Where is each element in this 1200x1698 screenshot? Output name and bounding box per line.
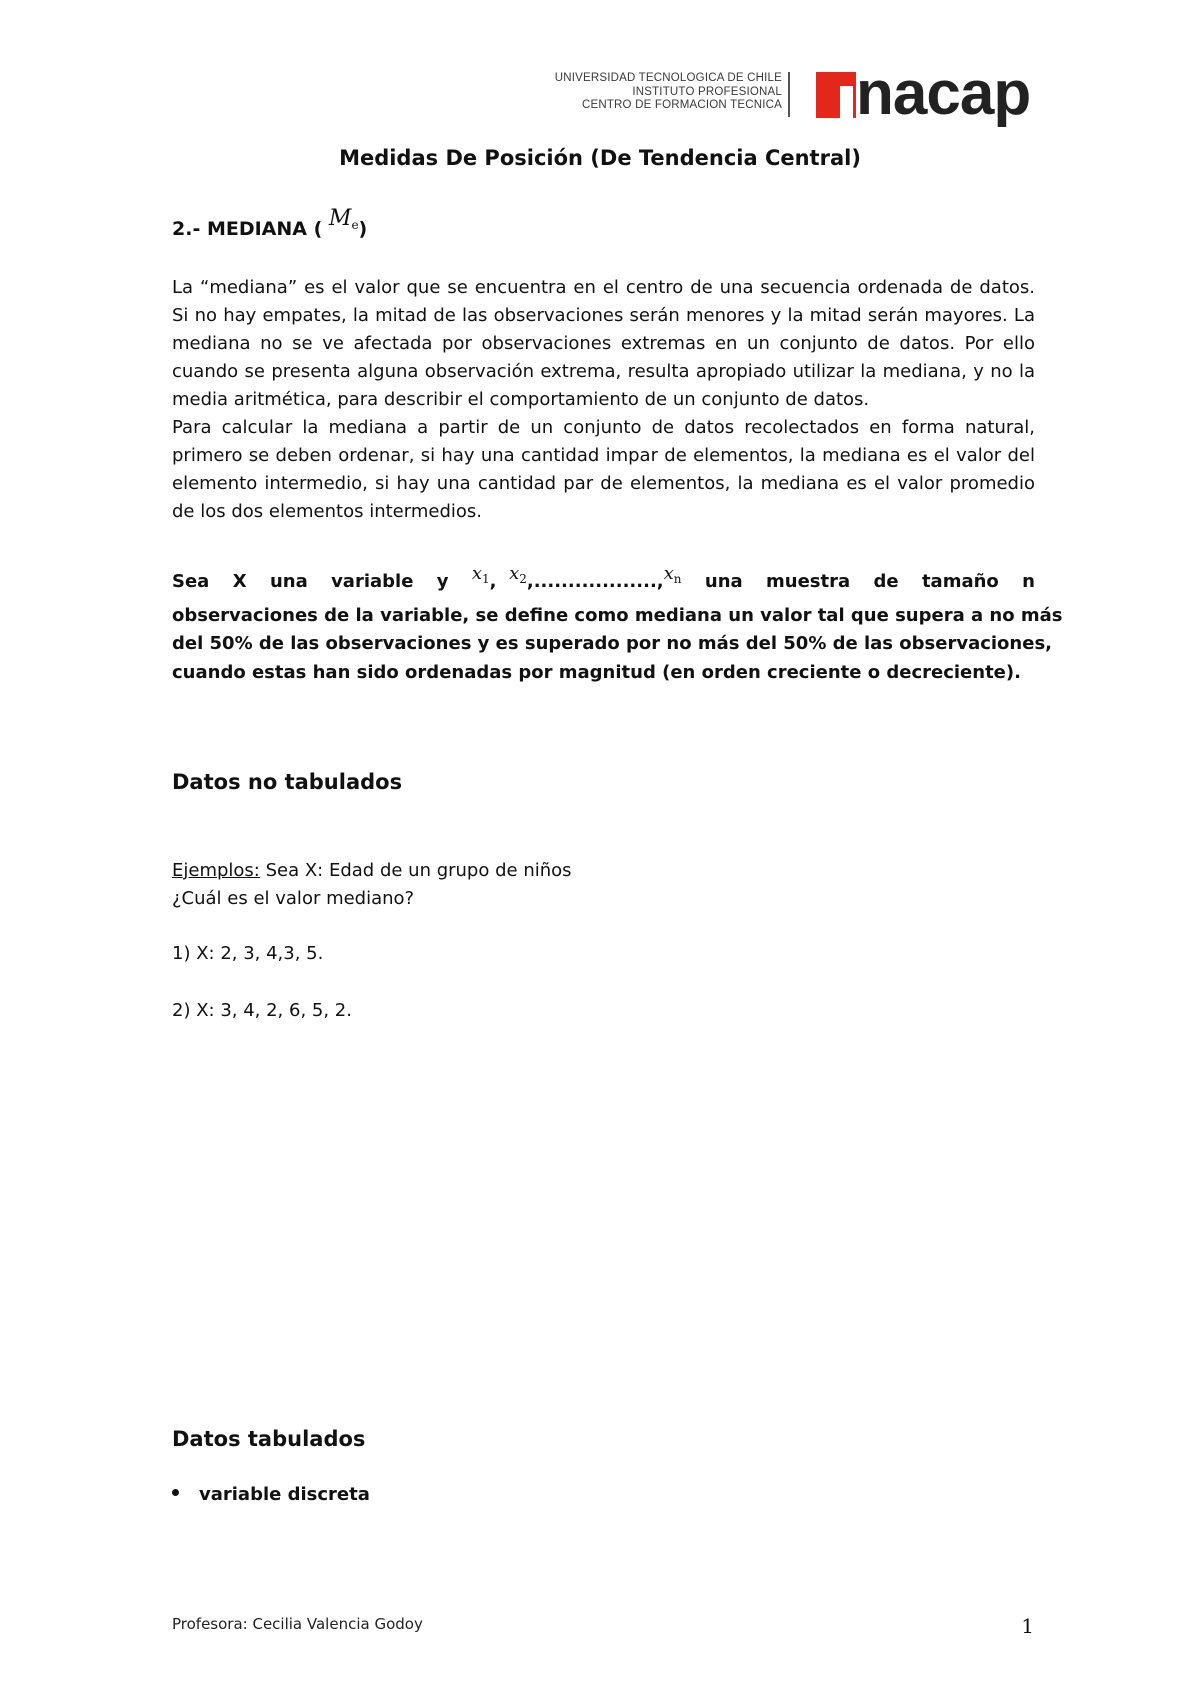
ejemplos-line: Ejemplos: Sea X: Edad de un grupo de niños [172, 860, 572, 881]
logo-text: nacap [856, 59, 1031, 128]
section-tabulados: Datos tabulados [172, 1427, 366, 1451]
example-1: 1) X: 2, 3, 4,3, 5. [172, 943, 324, 964]
section-no-tabulados: Datos no tabulados [172, 770, 403, 794]
median-symbol: $M_e$ [328, 206, 359, 232]
sample-sequence: $x_1$, $x_2,..................,x_n$ [471, 563, 682, 592]
definition-line-2: observaciones de la variable, se define como mediana un valor tal que supera a no más [172, 604, 1063, 626]
bullet-item: variable discreta [172, 1484, 370, 1505]
bullet-icon [172, 1489, 179, 1496]
definition-line-3: del 50% de las observaciones y es superado por no más del 50% de las observaciones, [172, 633, 1052, 654]
institution-line-2: INSTITUTO PROFESIONAL [632, 85, 782, 98]
inacap-logo [816, 59, 1036, 130]
institution-line-1: UNIVERSIDAD TECNOLOGICA DE CHILE [554, 72, 782, 84]
footer-author: Profesora: Cecilia Valencia Godoy [172, 1615, 423, 1633]
paragraph-definition: La “mediana” es el valor que se encuentra en el centro de una secuencia ordenada de datos. Si no hay empates, la mitad de las observaciones serán menores y la mitad serán mayores. La mediana no se ve afectada por observaciones extremas en un conjunto de datos. Por ello cuando se presenta alguna observación extrema, resulta apropiado utilizar la mediana, y no la media aritmética, para describir el comportamiento de un conjunto de datos. [172, 277, 1035, 410]
page-title: Medidas De Posición (De Tendencia Central) [339, 146, 861, 170]
institution-names [500, 72, 782, 113]
institution-line-3: CENTRO DE FORMACION TECNICA [581, 99, 782, 112]
page-number: 1 [1021, 1614, 1034, 1638]
definition-line-4: cuando estas han sido ordenadas por magnitud (en orden creciente o decreciente). [172, 661, 1021, 683]
example-2: 2) X: 3, 4, 2, 6, 5, 2. [172, 1000, 352, 1021]
paragraph-calculation: Para calcular la mediana a partir de un conjunto de datos recolectados en forma natural, primero se deben ordenar, si hay una cantidad impar de elementos, la mediana es el valor del elemento intermedio, si hay una cantidad par de elementos, la mediana es el valor promedio de los dos elementos intermedios. [172, 417, 1035, 522]
question-line: ¿Cuál es el valor mediano? [172, 888, 415, 909]
logo-red-block [816, 72, 856, 118]
mediana-explanation [172, 274, 1035, 526]
formal-definition [172, 563, 1063, 687]
mediana-heading: 2.- MEDIANA ( $M_e$) [172, 206, 368, 240]
header-divider [788, 72, 790, 117]
definition-line-1: Sea X una variable y $x_1$, $x_2,..................,x_n$ una muestra de tamaño n [172, 568, 1035, 602]
